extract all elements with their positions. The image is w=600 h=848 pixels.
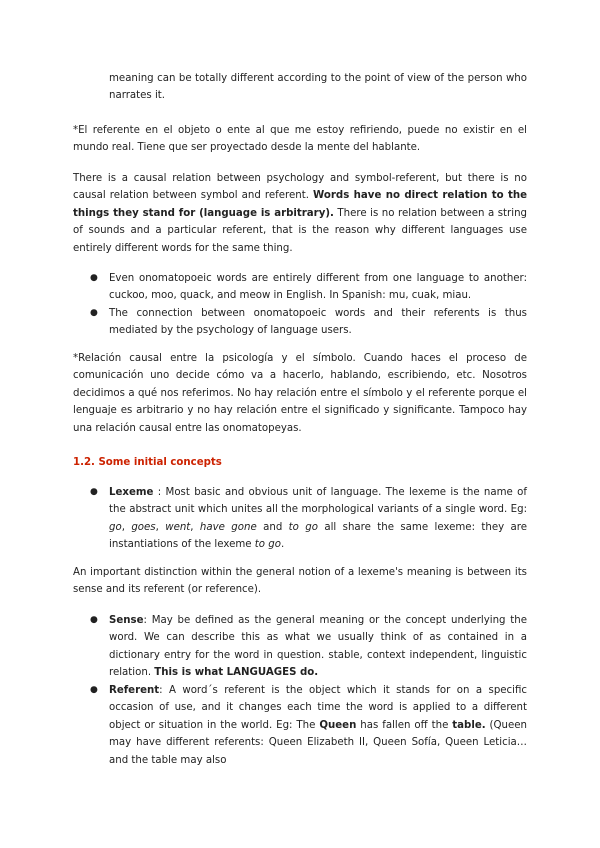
text: , — [190, 521, 200, 533]
term: Sense — [109, 615, 144, 626]
list-item — [90, 270, 527, 305]
paragraph-causal-relation — [73, 170, 527, 257]
italic-text: go — [109, 521, 122, 533]
bullet-icon: ● — [90, 487, 98, 497]
list-item-text: The connection between onomatopoeic words and their referents is thus mediated by the psychology of language users. — [109, 308, 527, 337]
paragraph-distinction: An important distinction within the general notion of a lexeme's meaning is between its sense and its referent (or reference). — [73, 567, 527, 596]
term: Lexeme — [109, 487, 154, 498]
italic-text: to go — [254, 539, 281, 551]
text: , — [121, 521, 132, 533]
bold-text: Queen — [319, 719, 357, 731]
text: and — [256, 521, 289, 533]
text: : May be defined as the general meaning or the concept underlying the word. We can describe this as what we usually think of as contained in a dictionary entry for the word in question. stable, context independent, linguistic relation. — [109, 615, 527, 679]
text: There is a causal relation between psychology and symbol-referent, but there is no causal relation between symbol and referent. — [73, 173, 527, 202]
bold-text: table. — [452, 719, 486, 731]
text: (Queen may have different referents: Queen Elizabeth II, Queen Sofía, Queen Leticia… and the table may also — [109, 719, 528, 766]
text: There is no relation between a string of sounds and a particular referent, that is the reason why different languages use entirely different words for the same thing. — [73, 207, 527, 254]
bullet-icon: ● — [90, 273, 98, 283]
italic-text: goes — [131, 521, 156, 533]
italic-text: went — [165, 521, 191, 533]
text: all share the same lexeme: they are instantiations of the lexeme — [109, 521, 527, 551]
bullet-icon: ● — [90, 685, 98, 695]
bold-text: This is what LANGUAGES do. — [154, 667, 319, 679]
list-item-text: Even onomatopoeic words are entirely different from one language to another: cuckoo, moo, quack, and meow in English. In Spanish: mu, cuak, miau. — [109, 273, 527, 302]
text: : A word´s referent is the object which it stands for on a specific occasion of use, and it changes each time the word is applied to a different object or situation in the world. Eg: The — [109, 685, 527, 731]
bold-text: Words have no direct relation to the things they stand for (language is arbitrary). — [73, 190, 528, 219]
list-item — [90, 305, 527, 340]
text: , — [155, 521, 166, 533]
italic-text: have gone — [199, 521, 257, 533]
section-heading: 1.2. Some initial concepts — [73, 457, 222, 468]
paragraph-continuation: meaning can be totally different according to the point of view of the person who narrates it. — [109, 73, 527, 102]
paragraph-spanish-note-2: *Relación causal entre la psicología y el símbolo. Cuando haces el proceso de comunicación uno decide cómo va a hacerlo, hablando, escribiendo, etc. Nosotros decidimos a qué nos referimos. No hay relación entre el símbolo y el referente porque el lenguaje es arbitrario y no hay relación entre el significado y significante. Tampoco hay una relación causal entre las onomatopeyas. — [73, 353, 527, 434]
term: Referent — [109, 685, 160, 696]
text: has fallen off the — [356, 719, 453, 731]
paragraph-spanish-note-1: *El referente en el objeto o ente al que me estoy refiriendo, puede no existir en el mundo real. Tiene que ser proyectado desde la mente del hablante. — [73, 125, 527, 154]
italic-text: to go — [288, 521, 318, 533]
text: . — [280, 539, 285, 551]
list-item-referent — [90, 682, 528, 769]
list-item-lexeme — [90, 484, 527, 554]
list-item-sense — [90, 612, 527, 682]
bullet-icon: ● — [90, 308, 98, 318]
text: : Most basic and obvious unit of language. The lexeme is the name of the abstract unit which unites all the morphological variants of a single word. Eg: — [109, 487, 527, 516]
bullet-icon: ● — [90, 615, 98, 625]
